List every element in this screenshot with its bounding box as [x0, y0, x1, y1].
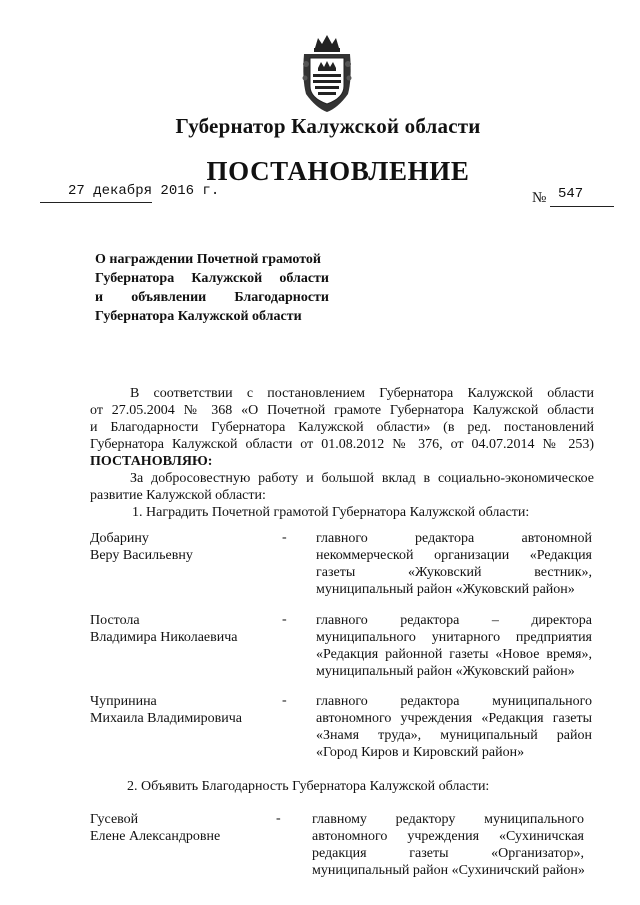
position-line: газеты «Жуковский вестник»,: [316, 565, 592, 580]
position-line: главному редактору муниципального: [312, 812, 584, 827]
position-line: редакция газеты «Организатор»,: [312, 846, 584, 861]
awardee-position: [316, 530, 592, 598]
subject-line: и объявлении Благодарности: [95, 290, 329, 305]
preamble-line: Губернатора Калужской области от 01.08.2012 № 376, от 04.07.2014 № 253): [90, 437, 594, 452]
position-line: «Город Киров и Кировский район»: [316, 745, 525, 760]
position-line: муниципальный район «Жуковский район»: [316, 582, 575, 597]
document-number-label: №: [532, 190, 547, 206]
position-line: «Редакция районной газеты «Новое время»,: [316, 647, 592, 662]
document-type-title: ПОСТАНОВЛЕНИЕ: [206, 156, 470, 186]
preamble-line: от 27.05.2004 № 368 «О Почетной грамоте Губернатора Калужской области: [90, 403, 594, 418]
position-line: муниципальный район «Жуковский район»: [316, 664, 575, 679]
thanked-surname: Гусевой: [90, 812, 139, 827]
document-subject: [95, 250, 329, 326]
thanked-name: [90, 811, 290, 845]
date-underline: [40, 202, 152, 203]
position-line: автономного учреждения «Редакция газеты: [316, 711, 592, 726]
reason-line: За добросовестную работу и большой вклад в социально-экономическое: [130, 471, 594, 486]
awardee-given-names: Владимира Николаевича: [90, 630, 238, 645]
position-line: муниципальный район «Сухиничский район»: [312, 863, 585, 878]
position-line: главного редактора муниципального: [316, 694, 592, 709]
reason-line: развитие Калужской области:: [90, 488, 266, 503]
awardee-surname: Чупринина: [90, 694, 157, 709]
document-number: 547: [558, 186, 584, 202]
separator-dash: -: [276, 811, 281, 826]
awardee-name: [90, 612, 290, 646]
position-line: автономного учреждения «Сухиничская: [312, 829, 584, 844]
separator-dash: -: [282, 530, 287, 545]
awardee-position: [316, 693, 592, 761]
position-line: некоммерческой организации «Редакция: [316, 548, 592, 563]
awardee-name: [90, 693, 290, 727]
preamble-line: В соответствии с постановлением Губернатора Калужской области: [130, 386, 594, 401]
thanked-given-names: Елене Александровне: [90, 829, 221, 844]
awardee-given-names: Михаила Владимировича: [90, 711, 243, 726]
item-1-heading: 1. Наградить Почетной грамотой Губернатора Калужской области:: [132, 505, 530, 520]
awardee-name: [90, 530, 290, 564]
separator-dash: -: [282, 693, 287, 708]
subject-line: О награждении Почетной грамотой: [95, 252, 321, 267]
subject-line: Губернатора Калужской области: [95, 271, 329, 286]
awardee-given-names: Веру Васильевну: [90, 548, 193, 563]
position-line: главного редактора – директора: [316, 613, 592, 628]
position-line: «Знамя труда», муниципальный район: [316, 728, 592, 743]
thanked-position: [312, 811, 584, 879]
document-date: 27 декабря 2016 г.: [68, 183, 220, 199]
number-underline: [550, 206, 614, 207]
position-line: муниципального унитарного предприятия: [316, 630, 592, 645]
issuing-authority: Губернатор Калужской области: [175, 114, 481, 138]
awardee-surname: Добарину: [90, 531, 149, 546]
kaluga-coat-of-arms-icon: [298, 34, 356, 114]
awardee-surname: Постола: [90, 613, 140, 628]
preamble-paragraph: [90, 385, 594, 504]
separator-dash: -: [282, 612, 287, 627]
subject-line: Губернатора Калужской области: [95, 309, 302, 324]
resolve-heading: ПОСТАНОВЛЯЮ:: [90, 454, 213, 469]
preamble-line: и Благодарности Губернатора Калужской области» (в ред. постановлений: [90, 420, 594, 435]
item-2-heading: 2. Объявить Благодарность Губернатора Калужской области:: [127, 779, 490, 794]
awardee-position: [316, 612, 592, 680]
position-line: главного редактора автономной: [316, 531, 592, 546]
